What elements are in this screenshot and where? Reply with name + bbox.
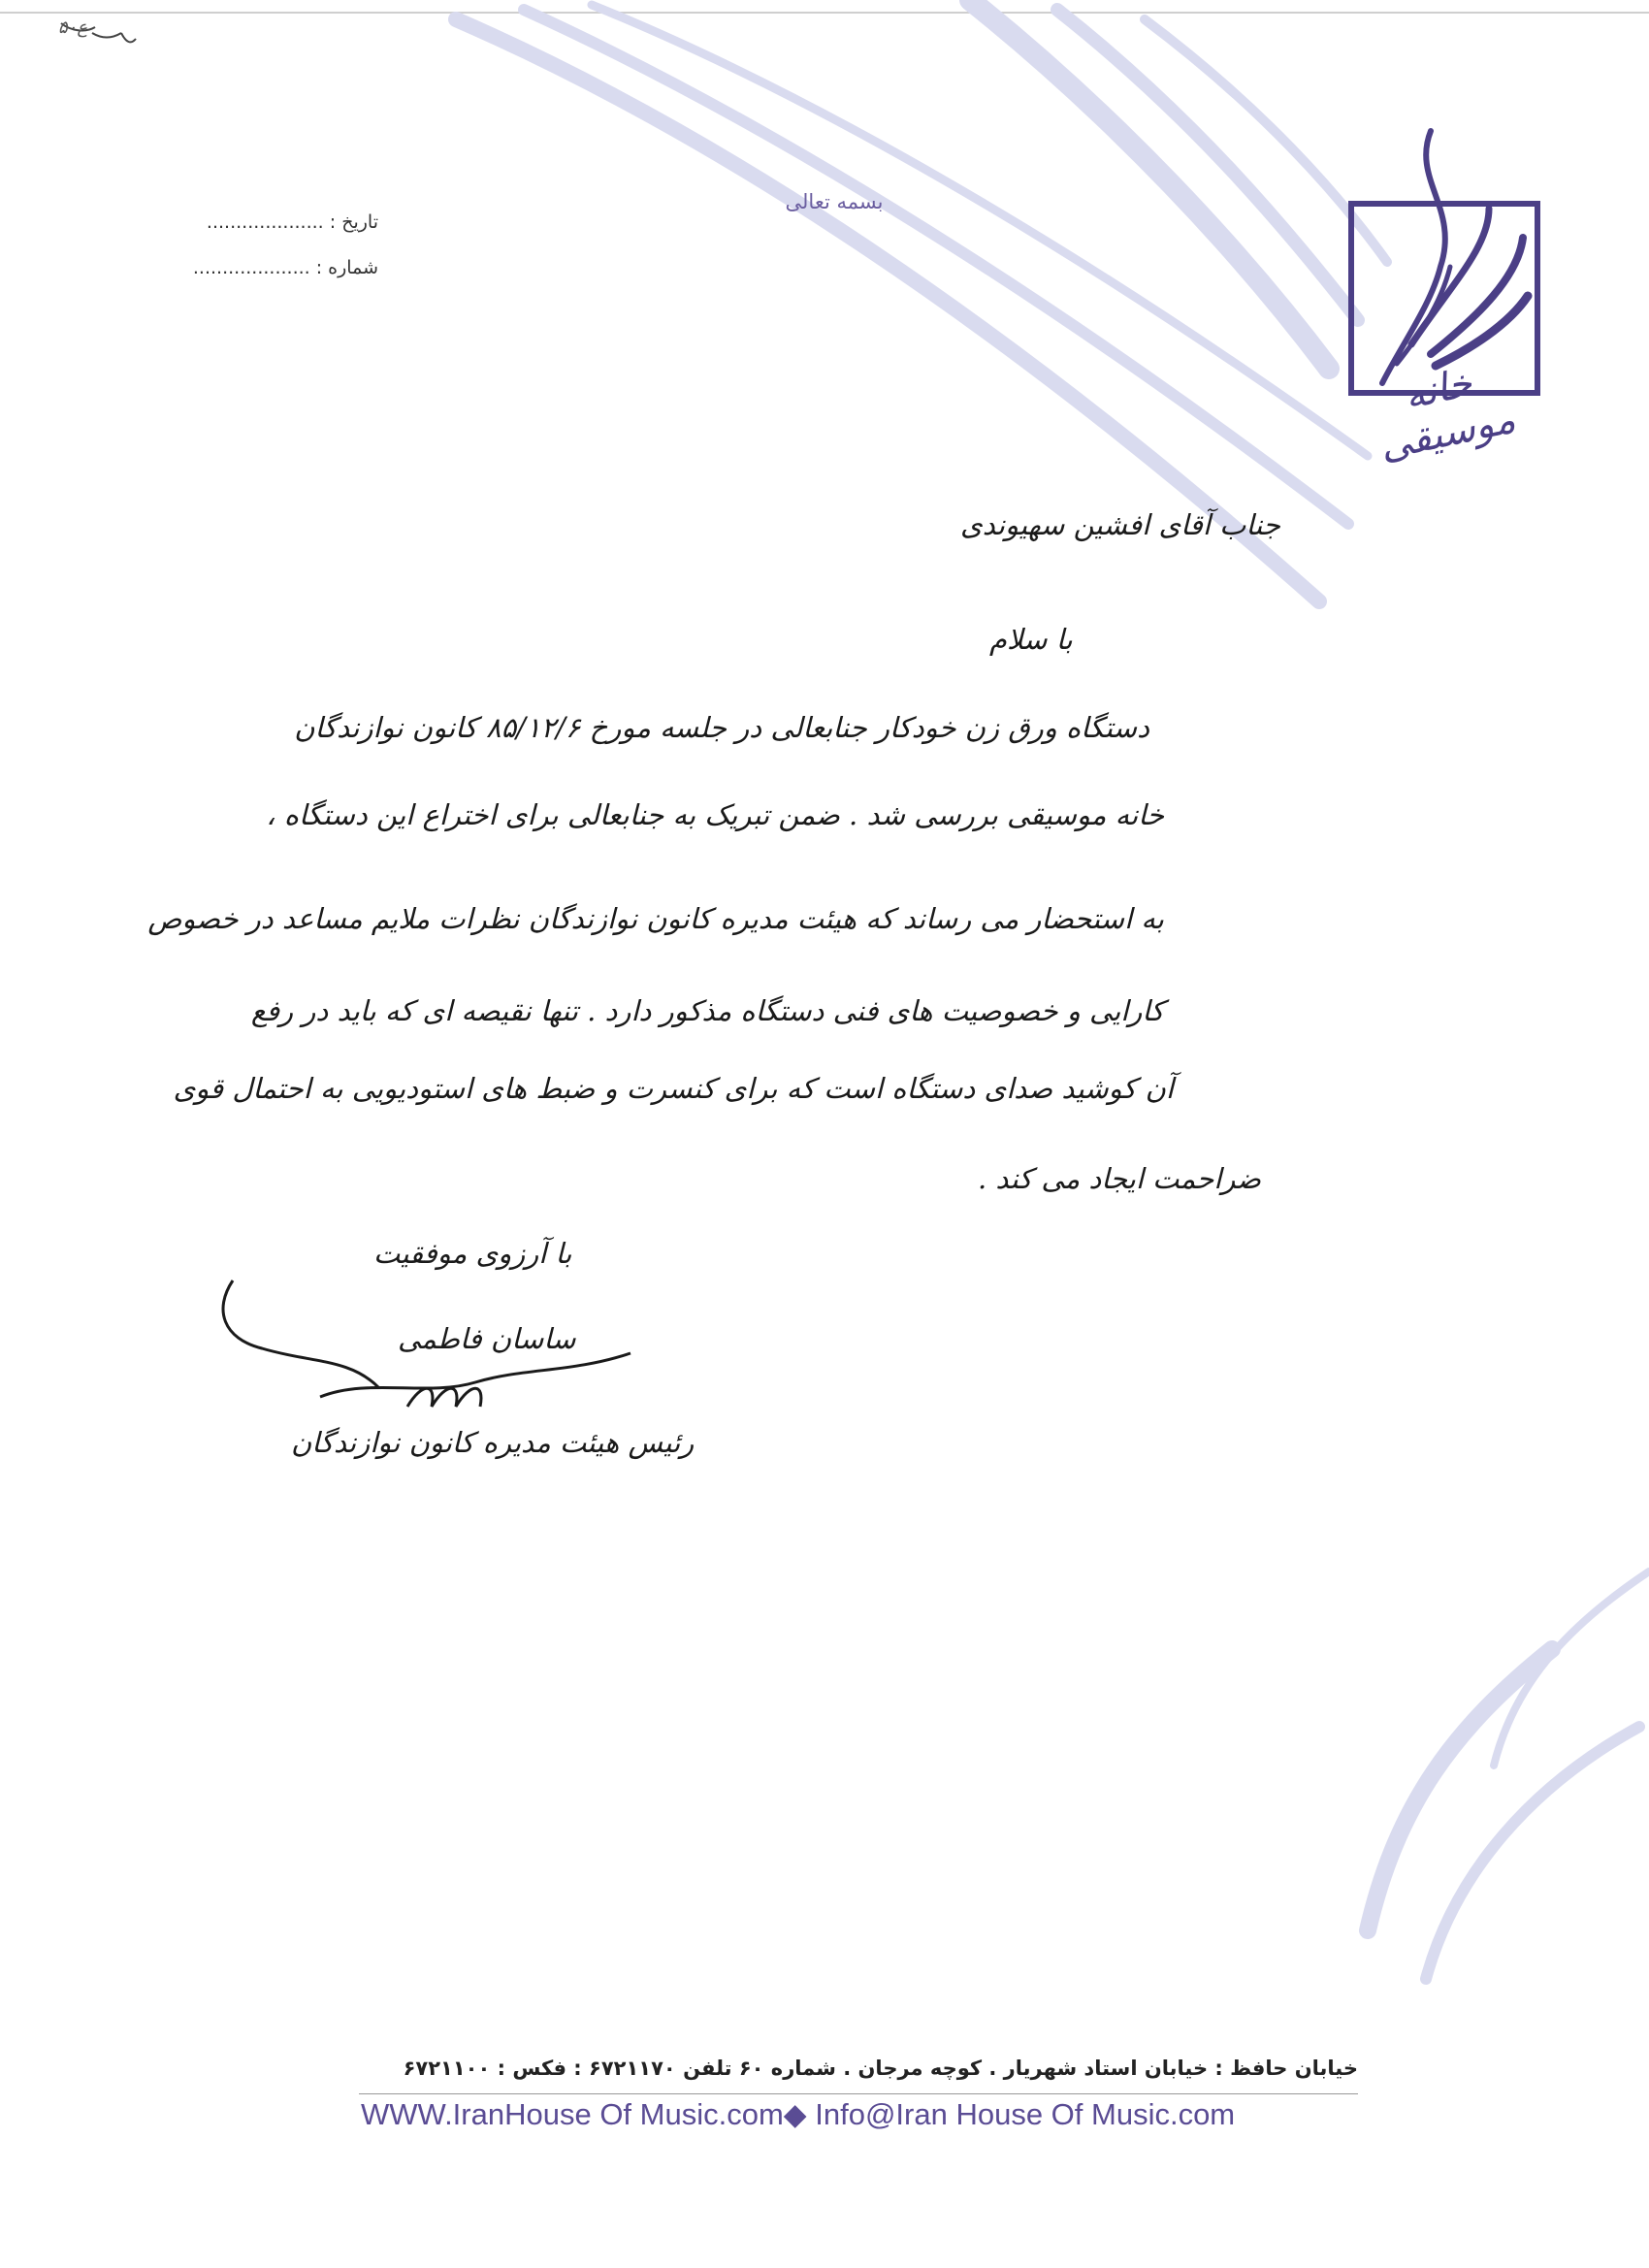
signer-name: ساسان فاطمی — [398, 1322, 576, 1355]
letter-body-line-4: کارایی و خصوصیت های فنی دستگاه مذکور دارد . تنها نقیصه ای که باید در رفع — [250, 994, 1164, 1027]
number-field: شماره : .................... — [192, 257, 378, 278]
signature-scribble — [204, 1271, 708, 1445]
letter-body-line-2: خانه موسیقی بررسی شد . ضمن تبریک به جنابعالی برای اختراع این دستگاه ، — [266, 798, 1164, 831]
bismillah-heading: بسمه تعالی — [785, 190, 884, 213]
salutation-line: با سلام — [989, 623, 1073, 656]
letter-body-line-5: آن کوشید صدای دستگاه است که برای کنسرت و ضبط های استودیویی به احتمال قوی — [173, 1072, 1174, 1105]
date-field: تاریخ : .................... — [206, 211, 378, 233]
letter-body-line-6: ضراحمت ایجاد می کند . — [977, 1162, 1261, 1195]
closing-line: با آرزوی موفقیت — [373, 1237, 572, 1270]
recipient-line: جناب آقای افشین سهیوندی — [960, 508, 1280, 541]
footer-address: خیابان حافظ : خیابان استاد شهریار . کوچه مرجان . شماره ۶۰ تلفن ۶۷۲۱۱۷۰ : فکس : ۶۷۲۱۱۰۰ — [403, 2057, 1358, 2080]
corner-mark-text: ع۵۰ — [58, 17, 88, 38]
signer-title: رئیس هیئت مدیره کانون نوازندگان — [291, 1426, 695, 1459]
footer-divider — [359, 2093, 1358, 2094]
logo-wordmark: خانه موسیقی — [1375, 360, 1520, 470]
letter-body-line-3: به استحضار می رساند که هیئت مدیره کانون نوازندگان نظرات ملایم مساعد در خصوص — [147, 902, 1164, 935]
footer-website-email: WWW.IranHouse Of Music.com◆ Info@Iran House Of Music.com — [361, 2097, 1236, 2131]
letter-body-line-1: دستگاه ورق زن خودکار جنابعالی در جلسه مورخ ۸۵/۱۲/۶ کانون نوازندگان — [294, 711, 1149, 744]
